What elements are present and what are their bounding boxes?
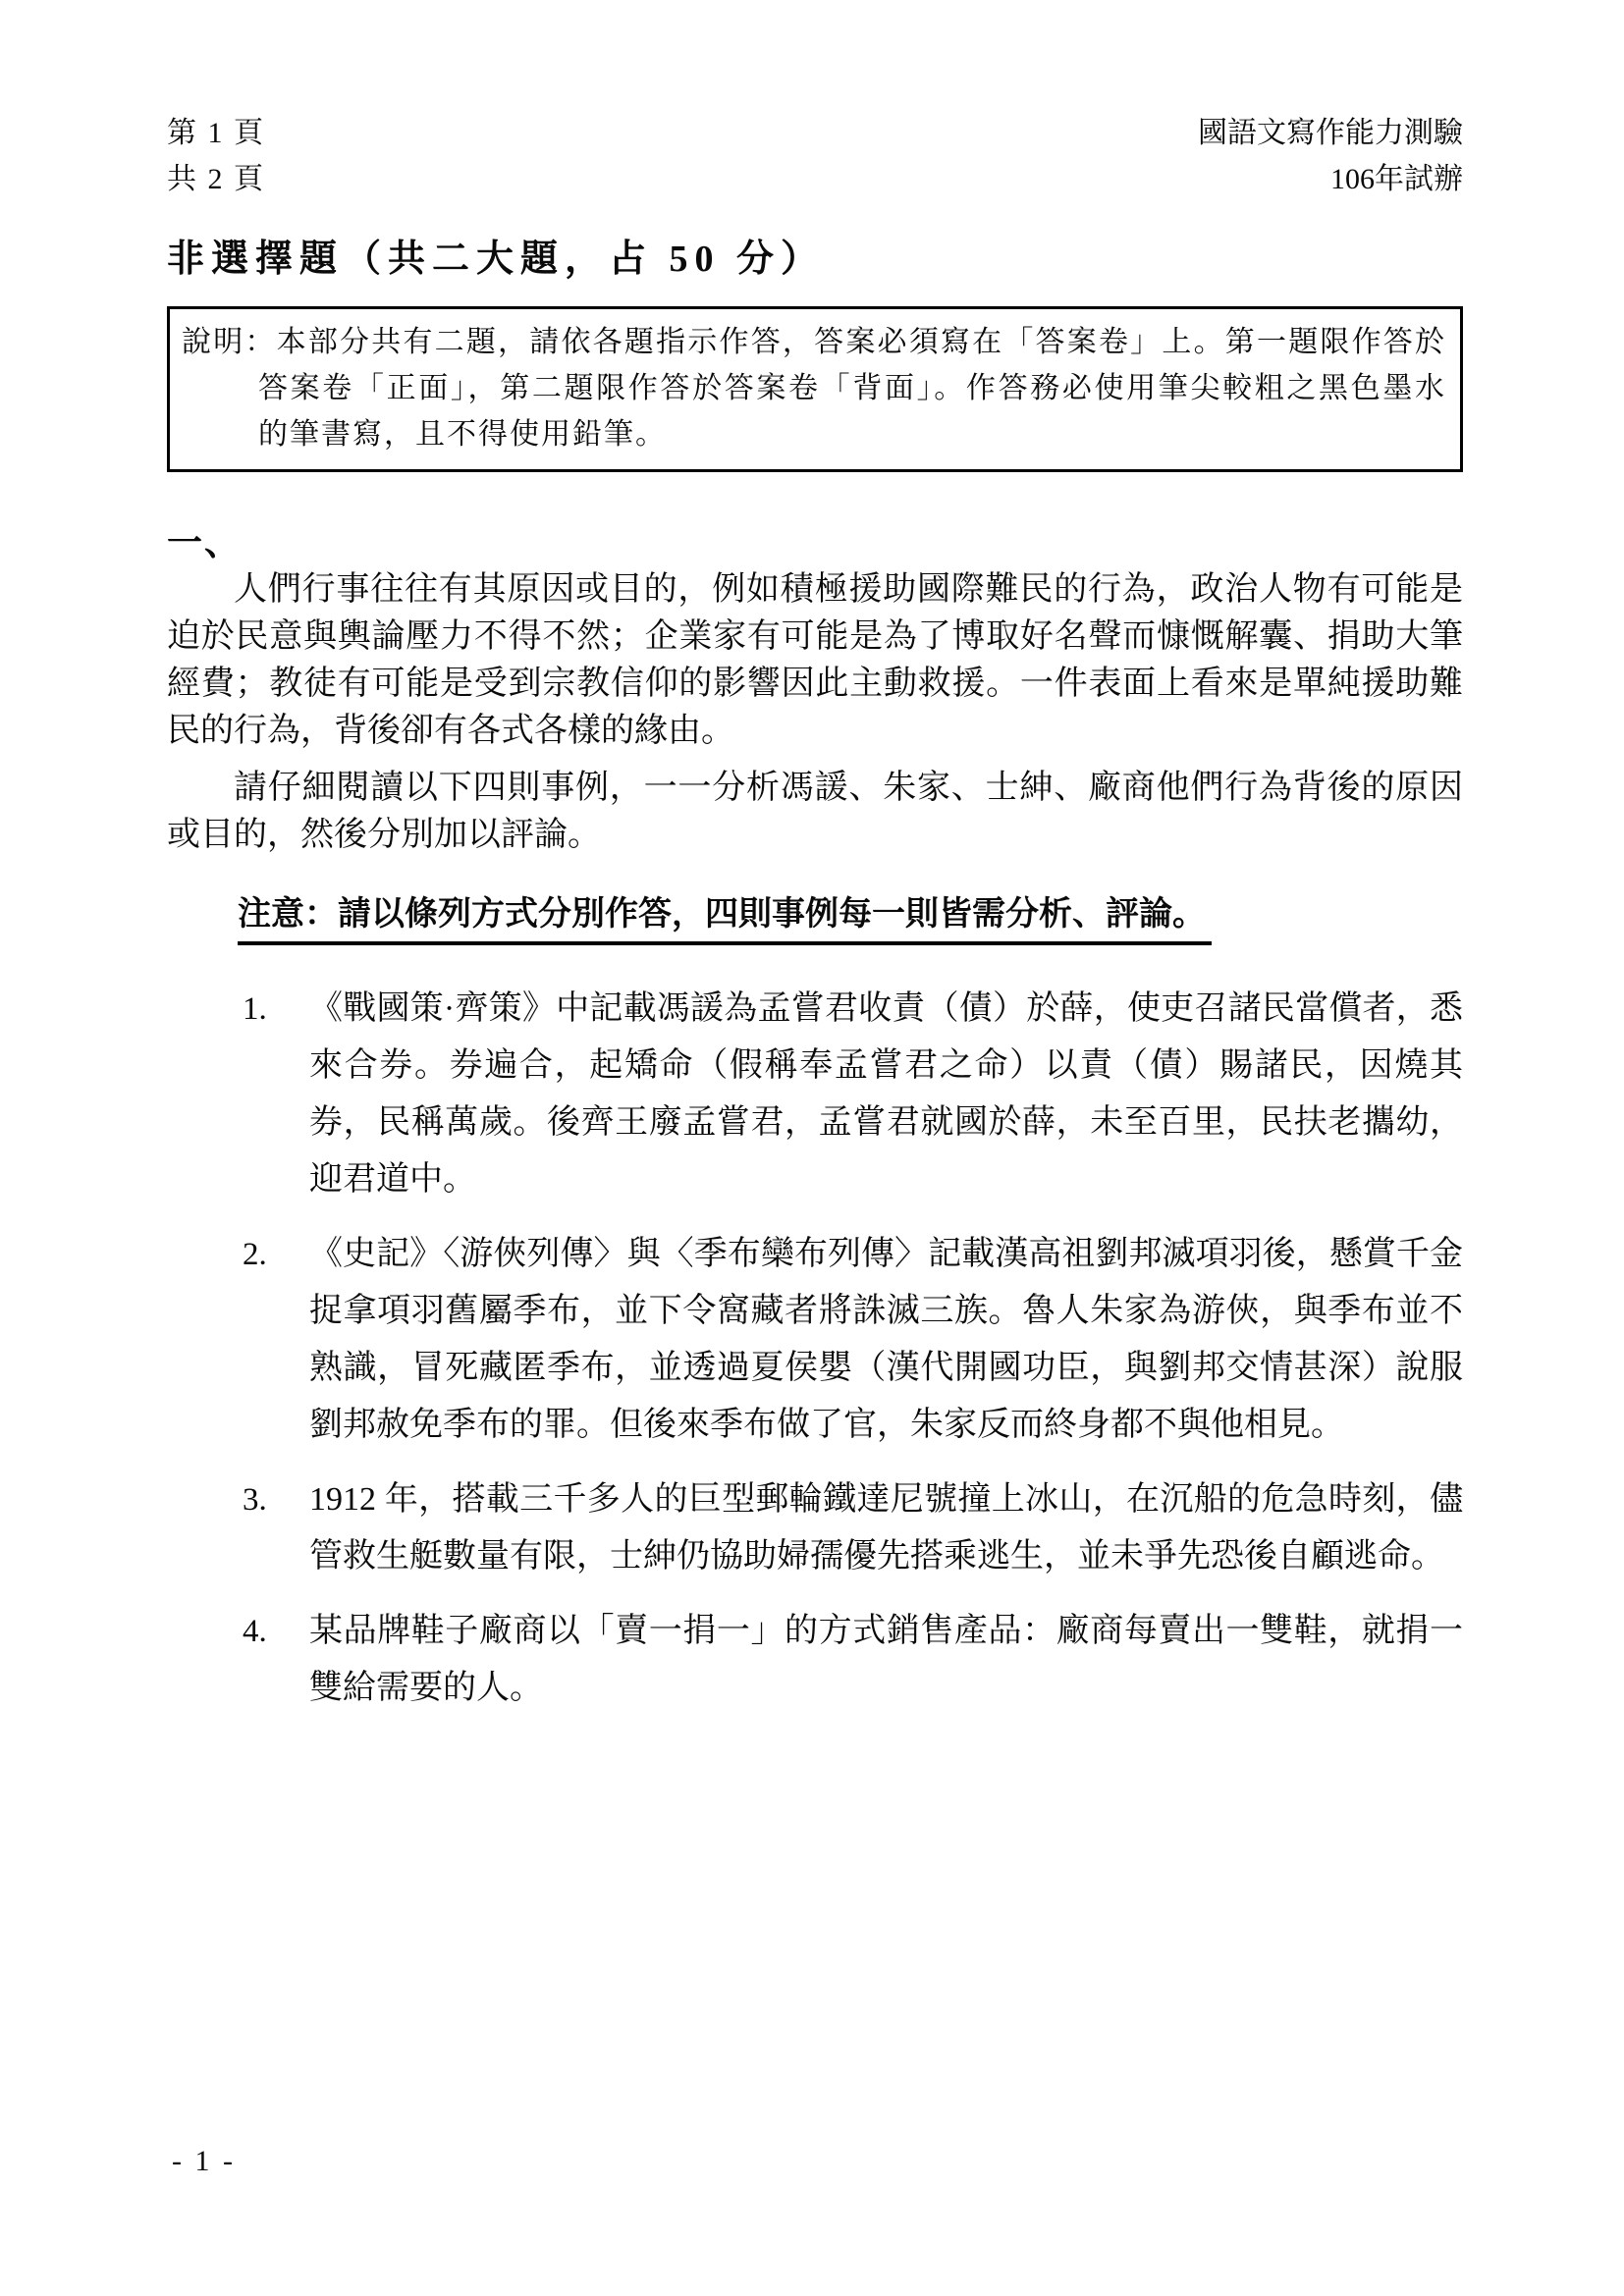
example-number: 4. — [243, 1614, 267, 1649]
question-paragraph-2: 請仔細閱讀以下四則事例，一一分析馮諼、朱家、士紳、廠商他們行為背後的原因或目的，然後分別加以評論。 — [167, 770, 1463, 853]
header-page-info — [167, 110, 265, 202]
example-text: 1912 年，搭載三千多人的巨型郵輪鐵達尼號撞上冰山，在沉船的危急時刻，儘管救生艇數量有限，士紳仍協助婦孺優先搭乘逃生，並未爭先恐後自顧逃命。 — [309, 1481, 1463, 1575]
page-header — [167, 110, 1463, 202]
instructions-label: 說明： — [182, 326, 277, 358]
total-pages-line: 共 2 頁 — [167, 163, 265, 195]
examples-list — [243, 981, 1463, 1717]
instructions-text: 本部分共有二題，請依各題指示作答，答案必須寫在「答案卷」上。第一題限作答於答案卷「正面」，第二題限作答於答案卷「背面」。作答務必使用筆尖較粗之黑色墨水的筆書寫，且不得使用鉛筆。 — [258, 326, 1447, 451]
exam-title: 國語文寫作能力測驗 — [1198, 117, 1463, 149]
section-title: 非選擇題（共二大題，占 50 分） — [167, 239, 826, 280]
question-paragraph-1: 人們行事往往有其原因或目的，例如積極援助國際難民的行為，政治人物有可能是迫於民意與輿論壓力不得不然；企業家有可能是為了博取好名聲而慷慨解囊、捐助大筆經費；教徒有可能是受到宗教信仰的影響因此主動救援。一件表面上看來是單純援助難民的行為，背後卻有各式各樣的緣由。 — [167, 571, 1463, 749]
example-text: 《戰國策·齊策》中記載馮諼為孟嘗君收責（債）於薛，使吏召諸民當償者，悉來合券。券遍合，起矯命（假稱奉孟嘗君之命）以責（債）賜諸民，因燒其券，民稱萬歲。後齊王廢孟嘗君，孟嘗君就國於薛，未至百里，民扶老攜幼，迎君道中。 — [309, 990, 1463, 1198]
example-item-1 — [243, 981, 1463, 1208]
example-number: 3. — [243, 1482, 267, 1518]
page-footer: - 1 - — [172, 2145, 236, 2177]
header-exam-info — [1198, 110, 1463, 202]
example-text: 《史記》〈游俠列傳〉與〈季布欒布列傳〉記載漢高祖劉邦滅項羽後，懸賞千金捉拿項羽舊屬季布，並下令窩藏者將誅滅三族。魯人朱家為游俠，與季布並不熟識，冒死藏匿季布，並透過夏侯嬰（漢代開國功臣，與劉邦交情甚深）說服劉邦赦免季布的罪。但後來季布做了官，朱家反而終身都不與他相見。 — [309, 1236, 1463, 1443]
example-item-3 — [243, 1471, 1463, 1585]
instructions-box — [167, 306, 1463, 472]
example-number: 2. — [243, 1237, 267, 1272]
current-page-line: 第 1 頁 — [167, 117, 265, 149]
example-item-4 — [243, 1603, 1463, 1717]
example-item-2 — [243, 1226, 1463, 1454]
example-text: 某品牌鞋子廠商以「賣一捐一」的方式銷售產品：廠商每賣出一雙鞋，就捐一雙給需要的人。 — [309, 1613, 1463, 1706]
exam-session: 106年試辦 — [1330, 163, 1463, 195]
notice-row — [167, 892, 1463, 945]
notice-text: 注意：請以條列方式分別作答，四則事例每一則皆需分析、評論。 — [238, 892, 1212, 945]
question-number: 一、 — [167, 523, 243, 562]
instructions-paragraph — [182, 319, 1446, 457]
example-number: 1. — [243, 991, 267, 1027]
